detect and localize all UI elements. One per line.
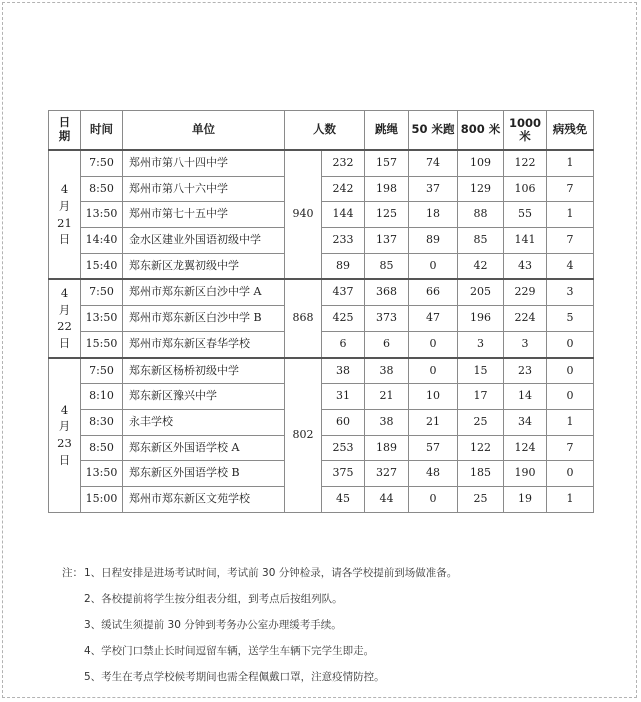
date-group [49,150,594,279]
date-cell: 4 月 22 日 [49,279,81,357]
run50-cell: 18 [409,202,458,228]
run800-cell: 3 [458,331,504,357]
table-row [49,150,594,176]
date-cell: 4 月 21 日 [49,150,81,279]
total-cell: 940 [285,150,322,279]
run50-cell: 57 [409,435,458,461]
note-item: 2、各校提前将学生按分组表分组，到考点后按组列队。 [84,593,343,605]
run800-cell: 88 [458,202,504,228]
note-item: 3、缓试生须提前 30 分钟到考务办公室办理缓考手续。 [84,619,342,631]
header-run50: 50 米跑 [409,111,458,151]
table-row [49,331,594,357]
run1000-cell: 229 [504,279,547,305]
date-group [49,279,594,357]
run50-cell: 0 [409,358,458,384]
header-run800: 800 米 [458,111,504,151]
exempt-cell: 0 [547,331,594,357]
rope-cell: 44 [365,486,409,512]
table-row [49,202,594,228]
count-cell: 38 [322,358,365,384]
run1000-cell: 19 [504,486,547,512]
time-cell: 15:40 [81,253,123,279]
header-time: 时间 [81,111,123,151]
unit-cell: 郑东新区龙翼初级中学 [123,253,285,279]
unit-cell: 郑州市郑东新区文苑学校 [123,486,285,512]
exempt-cell: 1 [547,202,594,228]
rope-cell: 38 [365,409,409,435]
run1000-cell: 141 [504,228,547,254]
run50-cell: 47 [409,306,458,332]
table-row [49,409,594,435]
exempt-cell: 0 [547,358,594,384]
unit-cell: 郑州市郑东新区白沙中学 B [123,306,285,332]
table-row [49,384,594,410]
time-cell: 13:50 [81,306,123,332]
run50-cell: 66 [409,279,458,305]
rope-cell: 38 [365,358,409,384]
run50-cell: 89 [409,228,458,254]
table-row [49,253,594,279]
time-cell: 8:30 [81,409,123,435]
rope-cell: 189 [365,435,409,461]
run1000-cell: 43 [504,253,547,279]
time-cell: 15:00 [81,486,123,512]
run800-cell: 17 [458,384,504,410]
count-cell: 425 [322,306,365,332]
table-row [49,461,594,487]
time-cell: 13:50 [81,461,123,487]
table-row [49,176,594,202]
count-cell: 60 [322,409,365,435]
run1000-cell: 55 [504,202,547,228]
header-unit: 单位 [123,111,285,151]
run800-cell: 122 [458,435,504,461]
rope-cell: 368 [365,279,409,305]
run800-cell: 185 [458,461,504,487]
unit-cell: 郑东新区豫兴中学 [123,384,285,410]
exempt-cell: 7 [547,228,594,254]
rope-cell: 6 [365,331,409,357]
header-exempt: 病残免 [547,111,594,151]
time-cell: 13:50 [81,202,123,228]
rope-cell: 137 [365,228,409,254]
time-cell: 8:50 [81,176,123,202]
table-row [49,228,594,254]
rope-cell: 373 [365,306,409,332]
note-item: 5、考生在考点学校候考期间也需全程佩戴口罩，注意疫情防控。 [84,671,385,683]
header-people: 人数 [285,111,365,151]
rope-cell: 21 [365,384,409,410]
run50-cell: 10 [409,384,458,410]
total-cell: 868 [285,279,322,357]
run50-cell: 0 [409,253,458,279]
run800-cell: 42 [458,253,504,279]
notes-prefix: 注： [62,567,83,579]
table-row [49,358,594,384]
date-group [49,358,594,513]
run50-cell: 0 [409,331,458,357]
exempt-cell: 0 [547,461,594,487]
run800-cell: 196 [458,306,504,332]
note-item: 4、学校门口禁止长时间逗留车辆，送学生车辆下完学生即走。 [84,645,375,657]
run1000-cell: 124 [504,435,547,461]
count-cell: 242 [322,176,365,202]
count-cell: 6 [322,331,365,357]
unit-cell: 郑东新区外国语学校 B [123,461,285,487]
unit-cell: 郑州市第八十四中学 [123,150,285,176]
run800-cell: 25 [458,409,504,435]
count-cell: 253 [322,435,365,461]
run1000-cell: 190 [504,461,547,487]
time-cell: 7:50 [81,150,123,176]
date-cell: 4 月 23 日 [49,358,81,513]
run1000-cell: 122 [504,150,547,176]
unit-cell: 郑州市第七十五中学 [123,202,285,228]
exempt-cell: 1 [547,150,594,176]
unit-cell: 永丰学校 [123,409,285,435]
count-cell: 45 [322,486,365,512]
table-row [49,435,594,461]
exempt-cell: 5 [547,306,594,332]
count-cell: 233 [322,228,365,254]
unit-cell: 郑东新区杨桥初级中学 [123,358,285,384]
run800-cell: 109 [458,150,504,176]
table-row [49,306,594,332]
table-row [49,279,594,305]
exempt-cell: 7 [547,176,594,202]
header-date: 日期 [49,111,81,151]
count-cell: 89 [322,253,365,279]
rope-cell: 85 [365,253,409,279]
time-cell: 7:50 [81,279,123,305]
notes-section [62,566,622,696]
count-cell: 375 [322,461,365,487]
note-item: 注：1、日程安排是进场考试时间，考试前 30 分钟检录，请各学校提前到场做准备。 [62,567,458,579]
run50-cell: 74 [409,150,458,176]
exempt-cell: 1 [547,409,594,435]
count-cell: 144 [322,202,365,228]
run50-cell: 21 [409,409,458,435]
exempt-cell: 3 [547,279,594,305]
unit-cell: 郑东新区外国语学校 A [123,435,285,461]
time-cell: 8:50 [81,435,123,461]
run50-cell: 48 [409,461,458,487]
run1000-cell: 34 [504,409,547,435]
rope-cell: 327 [365,461,409,487]
time-cell: 7:50 [81,358,123,384]
header-run1000: 1000 米 [504,111,547,151]
table-row [49,486,594,512]
exempt-cell: 0 [547,384,594,410]
run1000-cell: 14 [504,384,547,410]
rope-cell: 198 [365,176,409,202]
run1000-cell: 3 [504,331,547,357]
table-header-row [49,111,594,151]
rope-cell: 125 [365,202,409,228]
run800-cell: 85 [458,228,504,254]
run1000-cell: 106 [504,176,547,202]
total-cell: 802 [285,358,322,513]
schedule-table [48,110,594,513]
run50-cell: 37 [409,176,458,202]
unit-cell: 郑州市郑东新区春华学校 [123,331,285,357]
exempt-cell: 7 [547,435,594,461]
time-cell: 15:50 [81,331,123,357]
rope-cell: 157 [365,150,409,176]
header-rope: 跳绳 [365,111,409,151]
time-cell: 14:40 [81,228,123,254]
exempt-cell: 4 [547,253,594,279]
run800-cell: 15 [458,358,504,384]
run800-cell: 25 [458,486,504,512]
run800-cell: 205 [458,279,504,305]
unit-cell: 郑州市郑东新区白沙中学 A [123,279,285,305]
count-cell: 232 [322,150,365,176]
time-cell: 8:10 [81,384,123,410]
run1000-cell: 23 [504,358,547,384]
unit-cell: 金水区建业外国语初级中学 [123,228,285,254]
exempt-cell: 1 [547,486,594,512]
count-cell: 31 [322,384,365,410]
run800-cell: 129 [458,176,504,202]
run50-cell: 0 [409,486,458,512]
count-cell: 437 [322,279,365,305]
unit-cell: 郑州市第八十六中学 [123,176,285,202]
run1000-cell: 224 [504,306,547,332]
